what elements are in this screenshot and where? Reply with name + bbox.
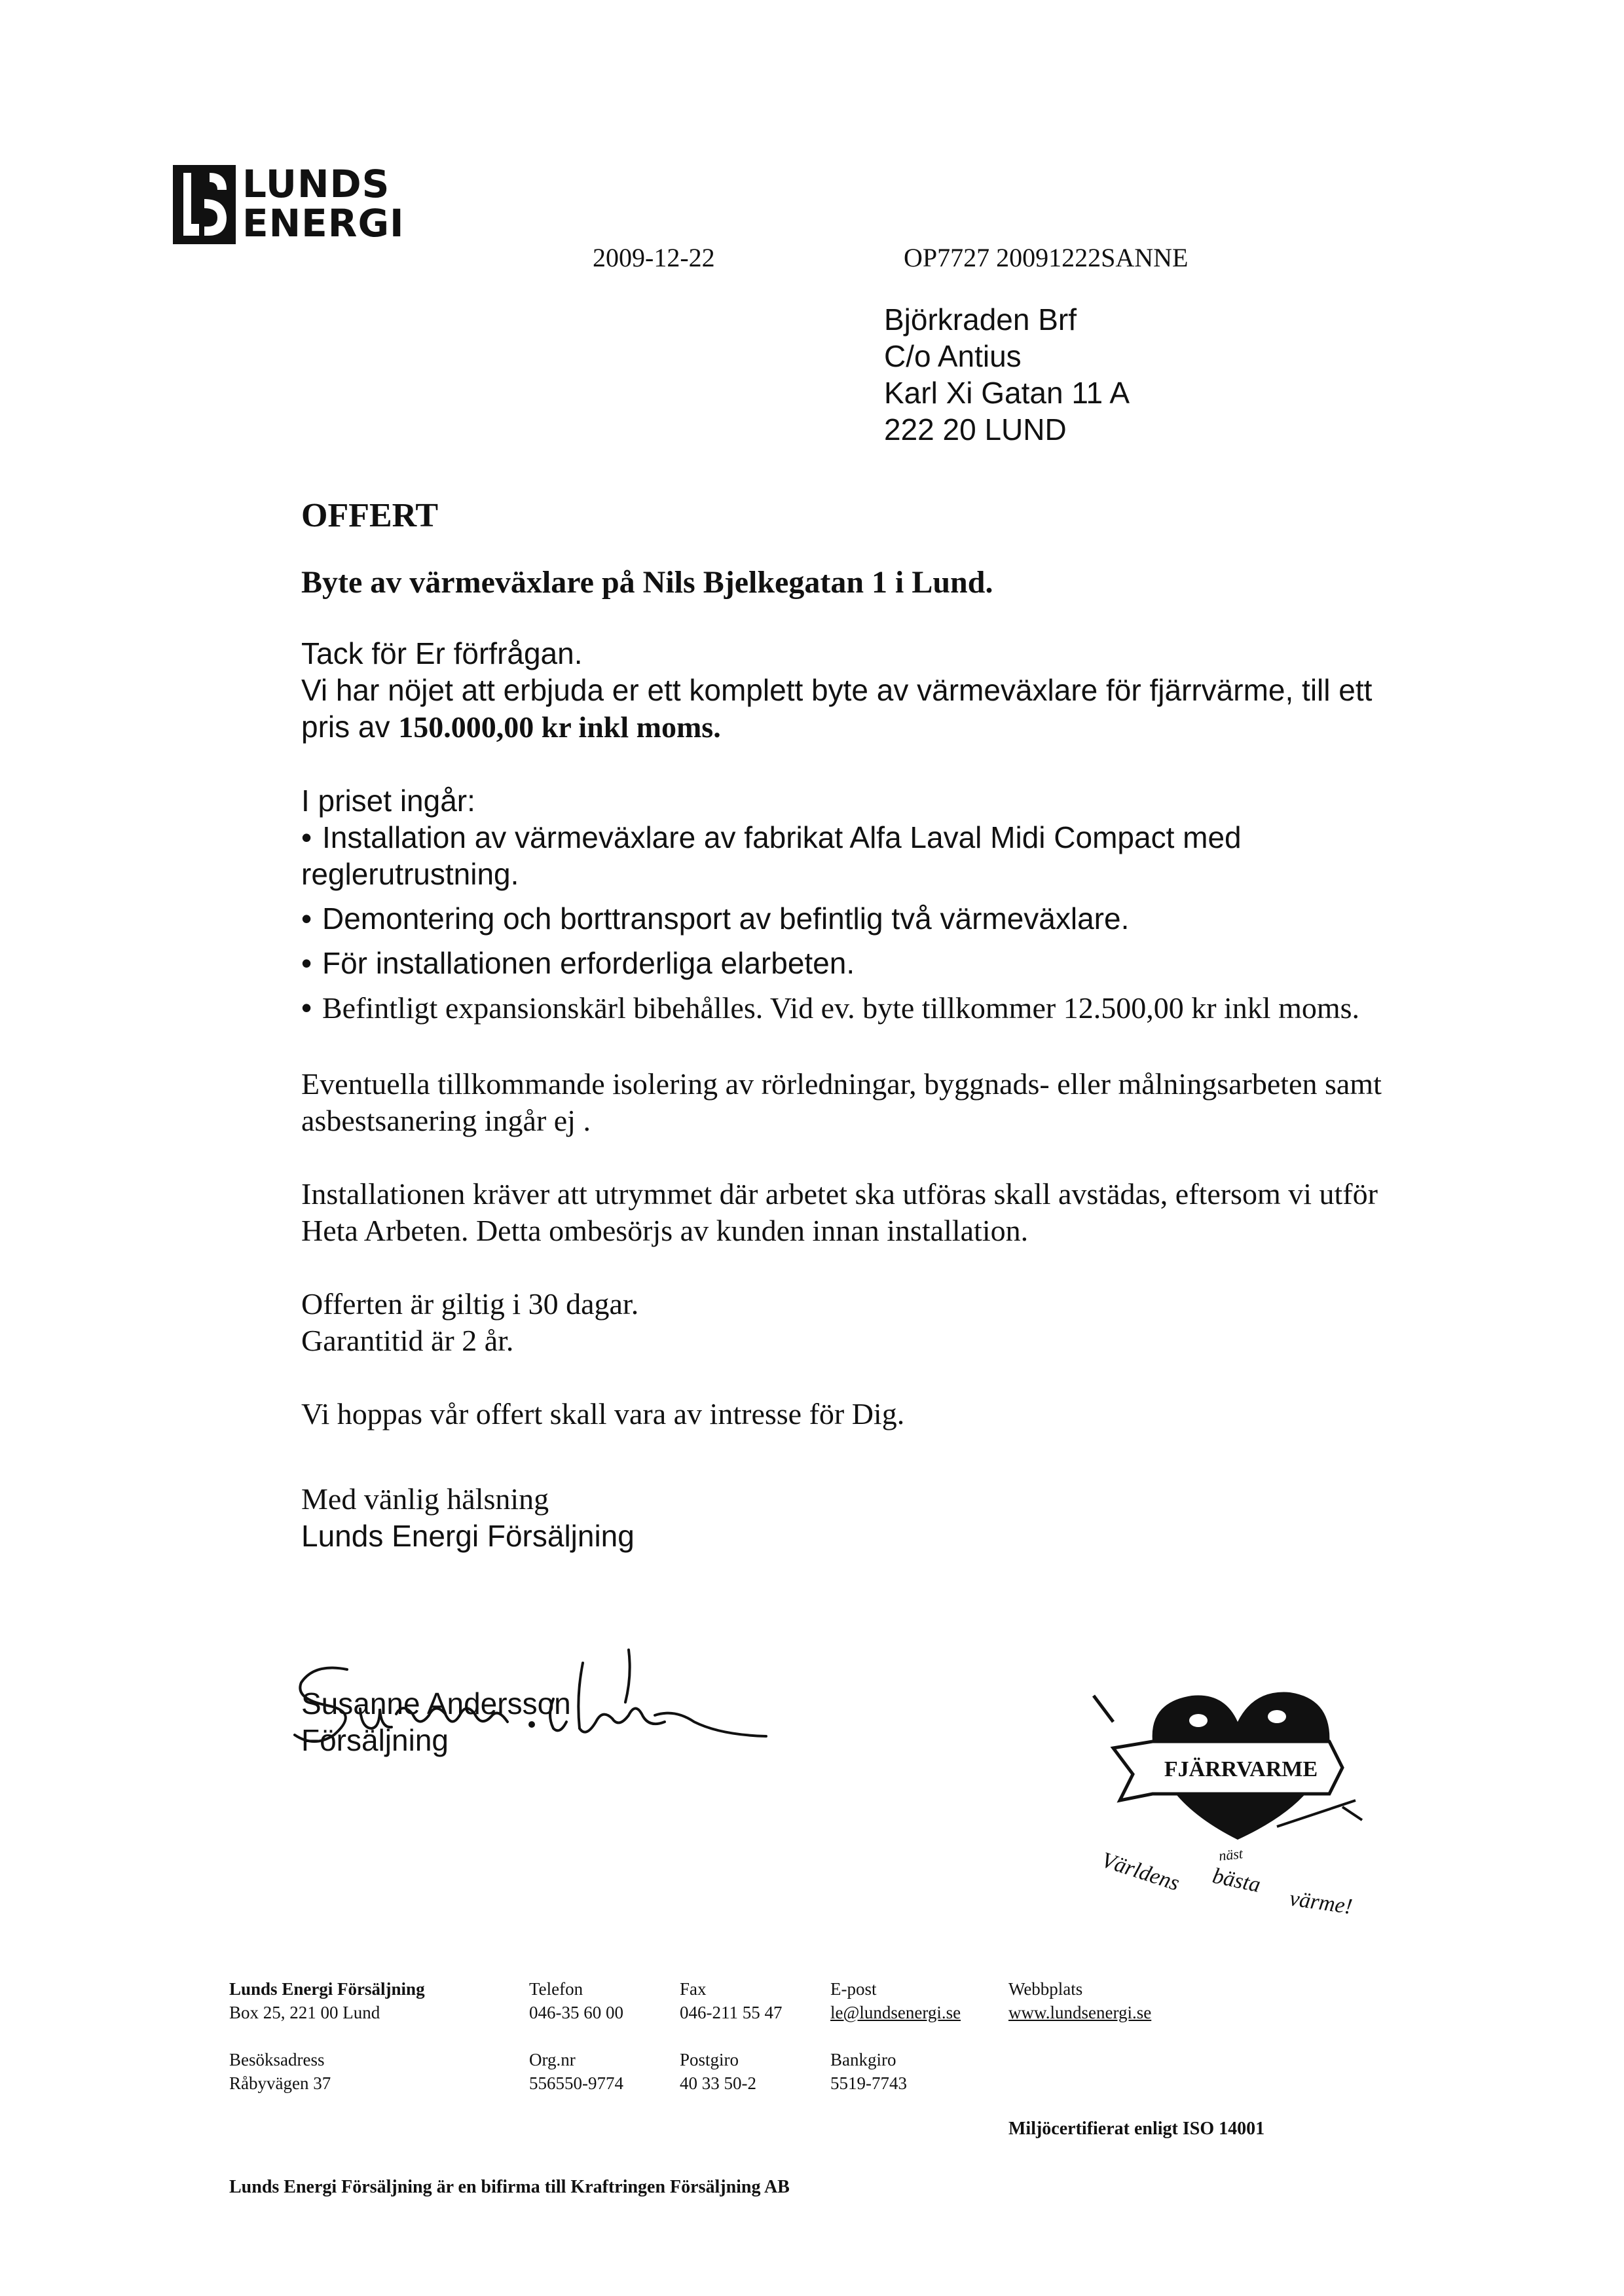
- closing-wish: Vi hoppas vår offert skall vara av intresse för Dig.: [301, 1397, 905, 1430]
- letter-subject: Byte av värmeväxlare på Nils Bjelkegatan 1 i Lund.: [301, 565, 993, 600]
- address-line: C/o Antius: [884, 339, 1022, 373]
- letter-body: [301, 498, 1428, 1758]
- address-line: Björkraden Brf: [884, 302, 1077, 337]
- bullet-icon: •: [301, 946, 312, 980]
- letter-date: 2009-12-22: [593, 243, 715, 272]
- item-text: För installationen erforderliga elarbeten.: [322, 946, 855, 980]
- greeting-line: Med vänlig hälsning: [301, 1482, 549, 1516]
- footer-company-column: [229, 1977, 425, 2095]
- includes-heading: I priset ingår:: [301, 784, 475, 818]
- stamp-slogan-word: bästa: [1210, 1863, 1263, 1898]
- item-text: Befintligt expansionskärl bibehålles. Vid ev. byte tillkommer 12.500,00 kr inkl moms.: [322, 991, 1360, 1025]
- included-items-list: [301, 819, 1428, 1027]
- footer-email-link[interactable]: le@lundsenergi.se: [830, 2003, 961, 2022]
- list-item: [301, 945, 1428, 981]
- bullet-icon: •: [301, 902, 312, 936]
- signer-name: Susanne Andersson: [301, 1686, 571, 1721]
- footer-web-link[interactable]: www.lundsenergi.se: [1008, 2003, 1152, 2022]
- warranty-line: Garantitid är 2 år.: [301, 1324, 514, 1357]
- bullet-icon: •: [301, 820, 312, 854]
- recipient-address: [884, 301, 1130, 448]
- company-line: Lunds Energi Försäljning: [301, 1519, 635, 1553]
- letter-title: OFFERT: [301, 497, 439, 534]
- footer-email-column: [830, 1977, 961, 2095]
- footer-web-label: Webbplats: [1008, 1979, 1083, 1999]
- bullet-icon: •: [301, 991, 312, 1025]
- lunds-energi-logo-mark: [172, 164, 237, 246]
- handwritten-signature: [288, 1637, 825, 1761]
- list-item: [301, 989, 1428, 1027]
- item-text: Installation av värmeväxlare av fabrikat Alfa Laval Midi Compact med reglerutrustning.: [301, 820, 1242, 891]
- stamp-slogan-word: värme!: [1287, 1886, 1354, 1920]
- footer-visit-label: Besöksadress: [229, 2050, 325, 2069]
- offer-paragraph: [301, 672, 1428, 746]
- footer-orgnr-label: Org.nr: [529, 2050, 576, 2069]
- footer-postgiro: 40 33 50-2: [680, 2073, 756, 2093]
- footer-phone-label: Telefon: [529, 1979, 583, 1999]
- footer-postal-address: Box 25, 221 00 Lund: [229, 2003, 380, 2022]
- item-text: Demontering och borttransport av befintlig två värmeväxlare.: [322, 902, 1130, 936]
- list-item: [301, 819, 1428, 892]
- footer-phone-column: [529, 1977, 623, 2095]
- reference-number: OP7727 20091222SANNE: [904, 243, 1189, 272]
- footer-fax-label: Fax: [680, 1979, 707, 1999]
- logo-text-lunds: LUNDS: [242, 162, 390, 206]
- fjarrvarme-heart-stamp: [1080, 1669, 1408, 1931]
- requirements-paragraph: Installationen kräver att utrymmet där arbetet ska utföras skall avstädas, eftersom vi utför Heta Arbeten. Detta ombesörjs av kunden innan installation.: [301, 1177, 1378, 1247]
- footer-postgiro-label: Postgiro: [680, 2050, 739, 2069]
- stamp-slogan-word: Världens: [1098, 1848, 1183, 1896]
- address-line: 222 20 LUND: [884, 412, 1067, 446]
- signer-title: Försäljning: [301, 1723, 449, 1757]
- list-item: [301, 900, 1428, 937]
- validity-line: Offerten är giltig i 30 dagar.: [301, 1287, 639, 1321]
- subsidiary-note: Lunds Energi Försäljning är en bifirma till Kraftringen Försäljning AB: [229, 2177, 790, 2197]
- stamp-banner-text: FJÄRRVARME: [1164, 1757, 1318, 1781]
- footer-fax: 046-211 55 47: [680, 2003, 783, 2022]
- footer-company-label: Lunds Energi Försäljning: [229, 1979, 425, 1999]
- iso-certification: Miljöcertifierat enligt ISO 14001: [1008, 2119, 1265, 2139]
- offer-price: 150.000,00 kr inkl moms.: [398, 710, 721, 744]
- footer-web-column: [1008, 1977, 1151, 2024]
- footer-orgnr: 556550-9774: [529, 2073, 623, 2093]
- stamp-handwritten-note: näst: [1217, 1845, 1244, 1864]
- offer-text: Vi har nöjet att erbjuda er ett komplett byte av värmeväxlare för fjärrvärme, till ett pris av: [301, 673, 1373, 744]
- footer-phone: 046-35 60 00: [529, 2003, 623, 2022]
- footer-bankgiro: 5519-7743: [830, 2073, 907, 2093]
- footer-email-label: E-post: [830, 1979, 877, 1999]
- thanks-line: Tack för Er förfrågan.: [301, 636, 583, 670]
- exclusions-paragraph: Eventuella tillkommande isolering av rörledningar, byggnads- eller målningsarbeten samt asbestsanering ingår ej .: [301, 1067, 1382, 1137]
- company-logo: [172, 164, 447, 255]
- footer-fax-column: [680, 1977, 783, 2095]
- address-line: Karl Xi Gatan 11 A: [884, 376, 1130, 410]
- footer-bankgiro-label: Bankgiro: [830, 2050, 896, 2069]
- footer-visit-address: Råbyvägen 37: [229, 2073, 331, 2093]
- logo-text-energi: ENERGI: [242, 201, 405, 246]
